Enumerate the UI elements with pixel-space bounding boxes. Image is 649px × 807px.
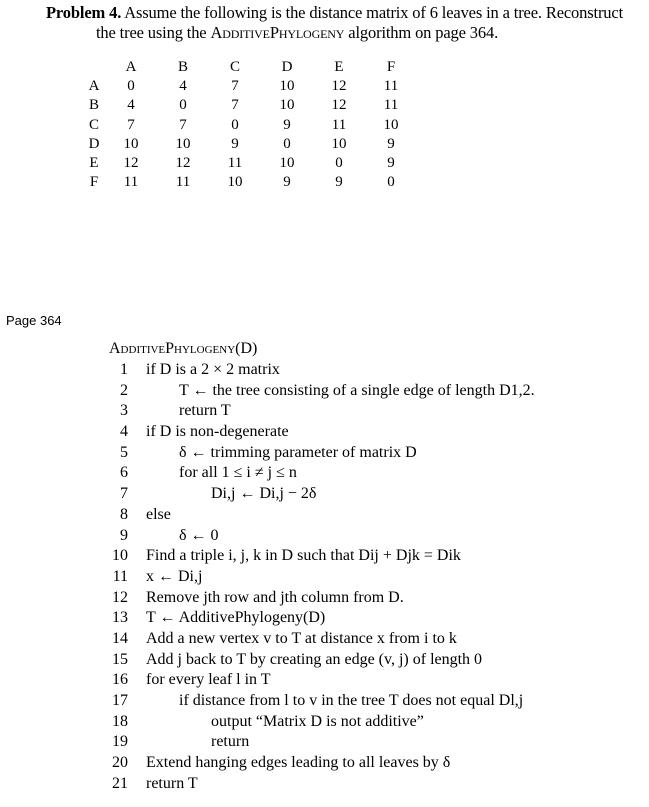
line-number: 14 <box>112 629 128 647</box>
matrix-cell: 9 <box>283 116 291 133</box>
col-header: B <box>177 59 188 75</box>
line-text: for every leaf l in T <box>146 671 271 689</box>
matrix-cell: 9 <box>387 135 395 152</box>
code-line <box>104 670 644 691</box>
matrix-cell: 9 <box>283 174 291 191</box>
code-line <box>104 463 644 484</box>
matrix-cell: 0 <box>231 116 239 133</box>
line-text: for all 1 ≤ i ≠ j ≤ n <box>179 464 297 482</box>
matrix-cell: 0 <box>335 155 343 172</box>
line-number: 5 <box>120 443 128 461</box>
line-text: x ← Di,j <box>146 567 203 585</box>
line-text: return T <box>179 402 231 420</box>
matrix-cell: 11 <box>331 116 347 133</box>
line-number: 1 <box>120 361 128 378</box>
code-line <box>104 381 644 402</box>
matrix-row <box>83 96 417 115</box>
matrix-cell: 11 <box>383 78 399 95</box>
code-line <box>104 567 644 588</box>
code-line <box>104 712 644 733</box>
line-text: else <box>146 505 171 523</box>
row-header: C <box>88 116 99 133</box>
col-header: F <box>386 59 396 75</box>
line-text: Di,j ← Di,j − 2δ <box>211 485 317 503</box>
line-number: 9 <box>120 526 128 544</box>
line-number: 8 <box>120 505 128 523</box>
row-header: F <box>89 174 99 191</box>
matrix-header-row <box>83 58 417 77</box>
line-text: δ ← trimming parameter of matrix D <box>179 443 417 461</box>
code-line <box>104 588 644 609</box>
problem-statement <box>46 3 646 43</box>
matrix-cell: 0 <box>387 174 395 191</box>
matrix-cell: 11 <box>123 174 139 191</box>
line-number: 21 <box>112 774 128 792</box>
problem-line-2 <box>46 23 646 43</box>
matrix-cell: 10 <box>279 155 295 172</box>
matrix-cell: 11 <box>175 174 191 191</box>
matrix-cell: 7 <box>231 97 239 114</box>
matrix-cell: 10 <box>383 116 399 133</box>
line-number: 7 <box>120 485 128 503</box>
line-number: 16 <box>112 671 128 689</box>
line-text: if D is non-degenerate <box>146 423 289 441</box>
algorithm-title: AdditivePhylogeny(D) <box>109 340 258 357</box>
code-line <box>104 629 644 650</box>
matrix-cell: 7 <box>179 116 187 133</box>
line-text: output “Matrix D is not additive” <box>211 712 424 730</box>
code-line <box>104 443 644 464</box>
code-line <box>104 650 644 671</box>
line-number: 13 <box>112 609 128 627</box>
matrix-cell: 7 <box>127 116 135 133</box>
matrix-row <box>83 116 417 135</box>
row-header: E <box>89 155 99 172</box>
line-text: return <box>211 733 250 751</box>
row-header: B <box>88 97 99 114</box>
row-header: A <box>88 78 100 95</box>
matrix-cell: 10 <box>123 135 139 152</box>
matrix-cell: 0 <box>283 135 291 152</box>
col-header: C <box>229 59 240 75</box>
code-line <box>104 505 644 526</box>
line-number: 4 <box>120 423 128 441</box>
matrix-cell: 12 <box>123 155 139 172</box>
line-text: Add a new vertex v to T at distance x from i to k <box>146 629 457 647</box>
matrix-row <box>83 154 417 173</box>
code-line <box>104 732 644 753</box>
line-number: 18 <box>112 712 128 730</box>
line-text: T ← AdditivePhylogeny(D) <box>146 609 326 627</box>
line-text: Extend hanging edges leading to all leaves by δ <box>146 754 451 772</box>
problem-line1-text: Assume the following is the distance matrix of 6 leaves in a tree. Reconstruct <box>121 3 623 22</box>
col-header: A <box>125 59 137 75</box>
line-number: 12 <box>112 588 128 606</box>
matrix-cell: 9 <box>335 174 343 191</box>
line-text: if D is a 2 × 2 matrix <box>146 361 280 378</box>
matrix-cell: 10 <box>175 135 191 152</box>
code-line <box>104 691 644 712</box>
col-header: D <box>281 59 293 75</box>
distance-matrix <box>83 58 417 192</box>
line-text: T ← the tree consisting of a single edge of length D1,2. <box>179 381 535 399</box>
code-line <box>104 484 644 505</box>
line-number: 3 <box>120 402 128 420</box>
matrix-cell: 0 <box>127 78 135 95</box>
algorithm-pseudocode <box>104 338 644 794</box>
line-number: 17 <box>112 692 128 709</box>
code-line <box>104 360 644 381</box>
page-label: Page 364 <box>6 313 62 328</box>
matrix-row <box>83 77 417 96</box>
code-line <box>104 774 644 795</box>
code-line <box>104 753 644 774</box>
problem-line-1 <box>46 3 646 23</box>
matrix-cell: 4 <box>179 78 187 95</box>
row-header: D <box>88 135 100 152</box>
matrix-cell: 12 <box>175 155 191 172</box>
line-number: 10 <box>112 547 128 565</box>
problem-label: Problem 4. <box>46 3 122 22</box>
line-text: Find a triple i, j, k in D such that Dij + Djk = Dik <box>146 547 461 565</box>
code-line <box>104 422 644 443</box>
matrix-corner <box>83 58 105 77</box>
line-text: δ ← 0 <box>179 526 219 544</box>
line-text: if distance from l to v in the tree T does not equal Dl,j <box>179 692 524 709</box>
matrix-cell: 11 <box>383 97 399 114</box>
code-line <box>104 608 644 629</box>
line-number: 6 <box>120 464 128 482</box>
col-header: E <box>334 59 344 75</box>
line-number: 15 <box>112 650 128 668</box>
problem-line2-post: algorithm on page 364. <box>344 23 499 42</box>
code-line <box>104 526 644 547</box>
matrix-cell: 4 <box>127 97 135 114</box>
line-number: 19 <box>112 733 128 751</box>
code-line <box>104 401 644 422</box>
matrix-row <box>83 173 417 192</box>
matrix-cell: 0 <box>179 97 187 114</box>
matrix-cell: 9 <box>231 135 239 152</box>
matrix-cell: 7 <box>231 78 239 95</box>
code-line <box>104 546 644 567</box>
matrix-cell: 10 <box>227 174 243 191</box>
matrix-cell: 12 <box>331 97 347 114</box>
matrix-cell: 10 <box>279 97 295 114</box>
matrix-cell: 12 <box>331 78 347 95</box>
matrix-cell: 11 <box>227 155 243 172</box>
line-text: Add j back to T by creating an edge (v, j) of length 0 <box>146 650 483 668</box>
matrix-cell: 10 <box>279 78 295 95</box>
line-number: 20 <box>112 754 128 772</box>
line-text: Remove jth row and jth column from D. <box>146 588 404 606</box>
problem-line2-pre: the tree using the <box>96 23 211 42</box>
matrix-cell: 9 <box>387 155 395 172</box>
matrix-row <box>83 135 417 154</box>
line-number: 2 <box>120 381 128 399</box>
problem-algorithm-name: AdditivePhylogeny <box>210 23 345 42</box>
line-number: 11 <box>112 567 128 585</box>
matrix-cell: 10 <box>331 135 347 152</box>
line-text: return T <box>146 774 198 792</box>
